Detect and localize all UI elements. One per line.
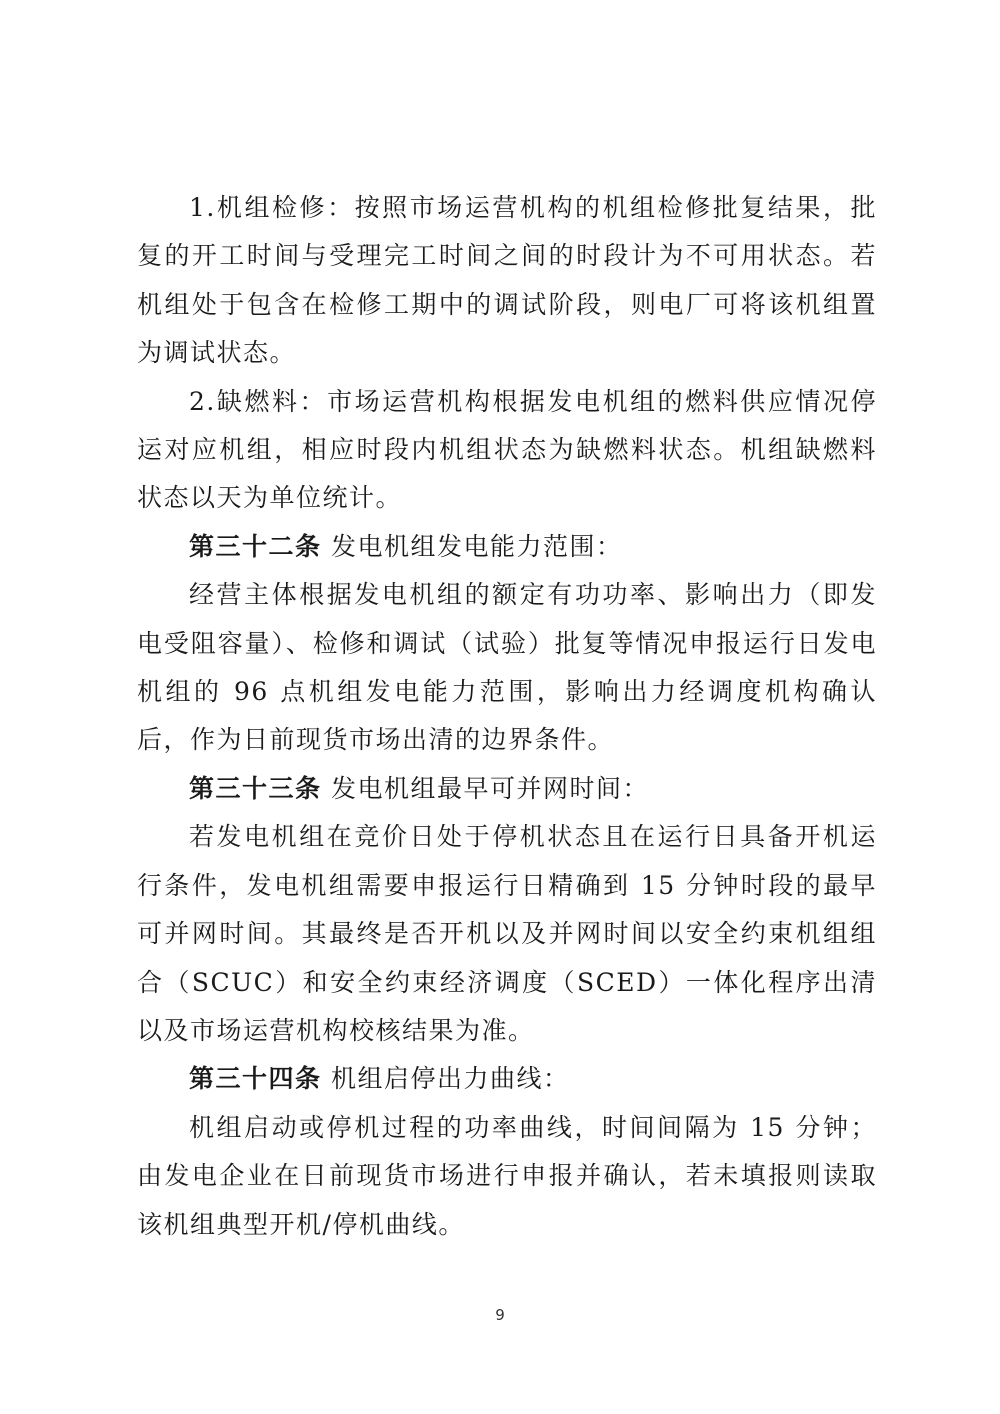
paragraph-text: 2.缺燃料：市场运营机构根据发电机组的燃料供应情况停运对应机组，相应时段内机组状态为缺燃料状态。机组缺燃料状态以天为单位统计。 (137, 386, 877, 513)
paragraph-fuel-shortage (137, 378, 877, 523)
article-number: 第三十四条 (189, 1064, 322, 1094)
article-heading-text: 机组启停出力曲线： (330, 1064, 570, 1094)
article-number: 第三十二条 (189, 531, 322, 561)
paragraph-startup-shutdown-curve (137, 1104, 877, 1249)
article-32-heading (137, 523, 877, 571)
paragraph-unit-maintenance (137, 184, 877, 378)
document-body (137, 184, 877, 1249)
page-number: 9 (495, 1306, 505, 1324)
article-number: 第三十三条 (189, 773, 322, 803)
article-heading-text: 发电机组发电能力范围： (330, 531, 623, 561)
paragraph-generation-capacity (137, 571, 877, 765)
paragraph-text: 经营主体根据发电机组的额定有功功率、影响出力（即发电受阻容量）、检修和调试（试验）批复等情况申报运行日发电机组的 96 点机组发电能力范围，影响出力经调度机构确认后，作为日前现货市场出清的边界条件。 (137, 580, 877, 755)
article-heading-text: 发电机组最早可并网时间： (330, 773, 649, 803)
paragraph-text: 机组启动或停机过程的功率曲线，时间间隔为 15 分钟；由发电企业在日前现货市场进行申报并确认，若未填报则读取该机组典型开机/停机曲线。 (137, 1112, 877, 1239)
paragraph-text: 若发电机组在竞价日处于停机状态且在运行日具备开机运行条件，发电机组需要申报运行日精确到 15 分钟时段的最早可并网时间。其最终是否开机以及并网时间以安全约束机组组合（SCUC）和安全约束经济调度（SCED）一体化程序出清以及市场运营机构校核结果为准。 (137, 822, 877, 1045)
article-33-heading (137, 765, 877, 813)
paragraph-earliest-grid-connection (137, 813, 877, 1055)
article-34-heading (137, 1055, 877, 1103)
paragraph-text: 1.机组检修：按照市场运营机构的机组检修批复结果，批复的开工时间与受理完工时间之间的时段计为不可用状态。若机组处于包含在检修工期中的调试阶段，则电厂可将该机组置为调试状态。 (137, 193, 877, 368)
